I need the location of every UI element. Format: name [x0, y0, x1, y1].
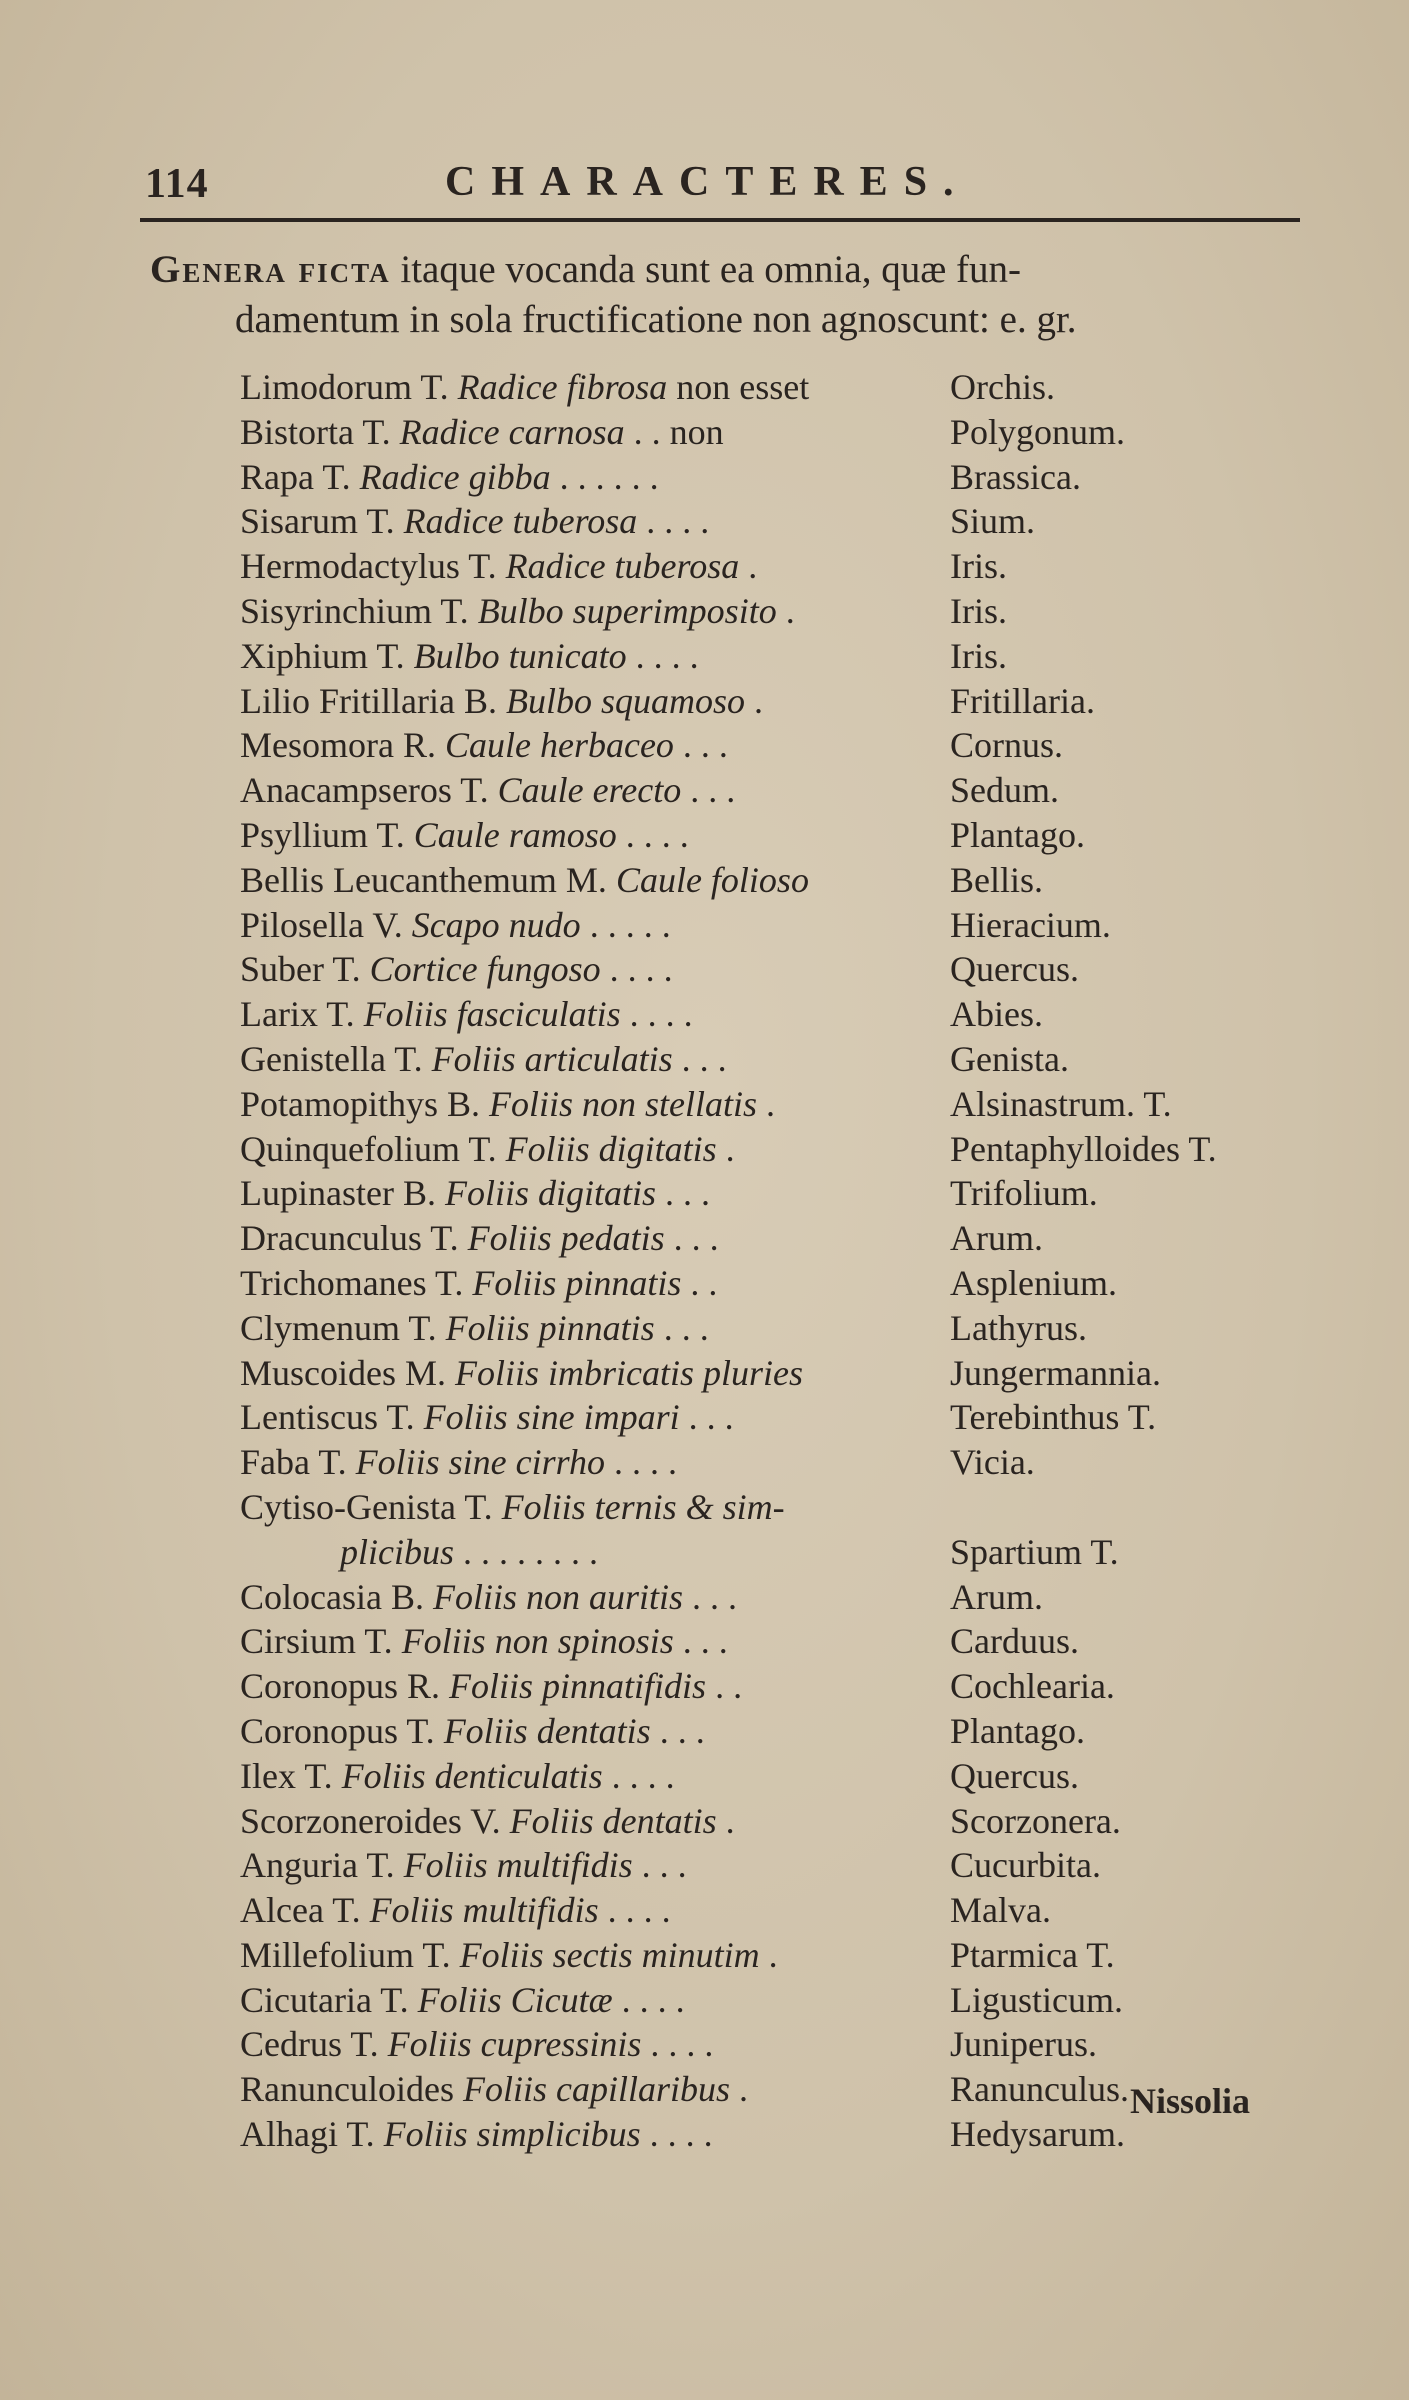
entry-description [240, 365, 809, 409]
entry-description [240, 903, 671, 947]
entry-character: Foliis sine impari [423, 1397, 680, 1438]
header-rule [140, 218, 1300, 222]
entry-leader: . . . [632, 1845, 687, 1886]
genus-entry [240, 544, 1320, 589]
entry-name: Bistorta T. [240, 411, 400, 452]
entry-description [240, 1171, 710, 1215]
entry-character: Foliis ternis & sim- [501, 1486, 785, 1527]
entry-character: Foliis cupressinis [387, 2024, 642, 2065]
entry-description [240, 1306, 709, 1350]
entry-description [240, 1485, 785, 1529]
genus-entry [240, 947, 1320, 992]
entry-description [240, 1709, 705, 1753]
entry-name: Lentiscus T. [240, 1397, 424, 1438]
entry-character: Foliis pinnatis [445, 1307, 655, 1348]
entry-leader: . [716, 1128, 735, 1169]
entry-character: Foliis Cicutæ [417, 1979, 613, 2020]
entry-name: Pilosella V. [240, 904, 412, 945]
entry-leader: . . . . . . [550, 456, 659, 497]
entry-character: Foliis dentatis [443, 1710, 651, 1751]
entry-character: Foliis pinnatifidis [449, 1666, 707, 1707]
entry-leader: . . . . [602, 1755, 675, 1796]
entry-character: Foliis pinnatis [472, 1262, 682, 1303]
entry-description [240, 813, 689, 857]
entry-name: Psyllium T. [240, 814, 414, 855]
genus-entry [240, 1619, 1320, 1664]
entry-genus: Iris. [950, 546, 1007, 587]
genus-entry [240, 1171, 1320, 1216]
entry-genus: Sedum. [950, 770, 1060, 811]
entry-description [240, 679, 763, 723]
entry-genus: Cornus. [950, 725, 1064, 766]
genus-entry [240, 813, 1320, 858]
entry-name: Potamopithys B. [240, 1083, 490, 1124]
entry-description [240, 1440, 677, 1484]
entry-genus: Hedysarum. [950, 2114, 1125, 2155]
genus-entry [240, 1709, 1320, 1754]
genus-entry [240, 1664, 1320, 1709]
entry-description [240, 1127, 735, 1171]
entry-name: Cirsium T. [240, 1621, 402, 1662]
entry-name: Lilio Fritillaria B. [240, 680, 506, 721]
entry-leader: . . . . [612, 1979, 685, 2020]
genus-entry [240, 365, 1320, 410]
entry-description [340, 1530, 598, 1574]
entry-genus: Hieracium. [950, 904, 1111, 945]
entry-genus: Plantago. [950, 1710, 1085, 1751]
genus-entry [240, 1440, 1320, 1485]
page-header [145, 150, 1295, 210]
entry-name: Ranunculoides [240, 2069, 463, 2110]
entry-name: Faba T. [240, 1442, 356, 1483]
entry-name: Ilex T. [240, 1755, 342, 1796]
entry-character: Scapo nudo [411, 904, 581, 945]
entry-character: Caule herbaceo [444, 725, 674, 766]
genus-entry [240, 1351, 1320, 1396]
genus-entry [240, 1261, 1320, 1306]
entry-character: Foliis simplicibus [383, 2114, 641, 2155]
entry-description [240, 1843, 687, 1887]
genus-entry [240, 1485, 1320, 1530]
genus-entry [240, 634, 1320, 679]
genus-entry [240, 723, 1320, 768]
entry-genus: Brassica. [950, 456, 1081, 497]
entry-description [240, 1216, 719, 1260]
running-title: CHARACTERES. [445, 159, 970, 205]
entry-description [240, 1351, 803, 1395]
entry-name: Alhagi T. [240, 2114, 384, 2155]
entry-leader: . [716, 1800, 735, 1841]
entry-genus: Pentaphylloides T. [950, 1128, 1217, 1169]
entry-character: Caule ramoso [413, 814, 617, 855]
entry-genus: Malva. [950, 1890, 1051, 1931]
entry-name: Bellis Leucanthemum M. [240, 859, 616, 900]
entry-genus: Arum. [950, 1576, 1043, 1617]
entry-character: Radice carnosa [399, 411, 625, 452]
entry-genus: Plantago. [950, 814, 1085, 855]
entry-description [240, 1799, 735, 1843]
entry-name: Limodorum T. [240, 367, 458, 407]
entry-leader: . . . . [641, 2024, 714, 2065]
entry-character: Foliis non stellatis [489, 1083, 758, 1124]
entry-character: Foliis multifidis [403, 1845, 633, 1886]
entry-leader: . [729, 2069, 748, 2110]
entry-leader: . . . [683, 1576, 738, 1617]
entry-genus: Abies. [950, 994, 1043, 1035]
entry-character: Bulbo squamoso [505, 680, 745, 721]
genus-entry [240, 1843, 1320, 1888]
entry-description [240, 589, 795, 633]
entry-genus: Ligusticum. [950, 1979, 1123, 2020]
entry-genus: Terebinthus T. [950, 1397, 1157, 1438]
entry-leader: . . [681, 1262, 718, 1303]
genus-entry [240, 499, 1320, 544]
entry-leader: . . . [679, 1397, 734, 1438]
entry-name: Colocasia B. [240, 1576, 433, 1617]
entry-description [240, 455, 659, 499]
genus-entry [240, 1978, 1320, 2023]
entry-leader: . . . [672, 1038, 727, 1079]
entry-name: Hermodactylus T. [240, 546, 506, 587]
entry-leader: . [759, 1934, 778, 1975]
entry-description [240, 768, 735, 812]
intro-line-1: itaque vocanda sunt ea omnia, quæ fun- [390, 248, 1021, 291]
entry-character: Foliis non auritis [432, 1576, 684, 1617]
entry-character: Foliis capillaribus [462, 2069, 730, 2110]
genus-entry [240, 768, 1320, 813]
entry-description [240, 634, 699, 678]
entry-name: Anacampseros T. [240, 770, 498, 811]
genus-entry [240, 1395, 1320, 1440]
entry-name: Rapa T. [240, 456, 360, 497]
page-number: 114 [145, 161, 209, 207]
entry-genus: Ptarmica T. [950, 1934, 1115, 1975]
entry-genus: Vicia. [950, 1442, 1035, 1483]
genus-entry [240, 1306, 1320, 1351]
entry-description [240, 2112, 713, 2156]
genus-entry [240, 1127, 1320, 1172]
entry-genus: Alsinastrum. T. [950, 1083, 1172, 1124]
entry-leader: . . . [654, 1307, 709, 1348]
entry-description [240, 410, 724, 454]
genus-entry [240, 1575, 1320, 1620]
entry-name: Sisyrinchium T. [240, 590, 478, 631]
entry-genus: Fritillaria. [950, 680, 1095, 721]
entry-name: Sisarum T. [240, 501, 404, 542]
entry-name: Millefolium T. [240, 1934, 460, 1975]
entry-genus: Scorzonera. [950, 1800, 1121, 1841]
entry-name: Scorzoneroides V. [240, 1800, 510, 1841]
entry-genus: Spartium T. [950, 1531, 1119, 1572]
entry-leader: . . . [673, 1621, 728, 1662]
entry-character: Foliis digitatis [505, 1128, 717, 1169]
intro-line-2: damentum in sola fructificatione non agnoscunt: e. gr. [235, 298, 1077, 341]
entry-leader: . . . . [640, 2114, 713, 2155]
entry-name: Suber T. [240, 949, 370, 990]
entry-description [240, 1082, 775, 1126]
entry-name: Lupinaster B. [240, 1173, 445, 1214]
entry-genus: Juniperus. [950, 2024, 1097, 2065]
entry-genus: Iris. [950, 590, 1007, 631]
genus-entry [240, 1754, 1320, 1799]
entry-leader: . [757, 1083, 776, 1124]
genus-entry [240, 1216, 1320, 1261]
entry-character: Cortice fungoso [369, 949, 601, 990]
entry-genus: Quercus. [950, 949, 1079, 990]
entry-leader: . . . . [605, 1442, 678, 1483]
entry-genus: Lathyrus. [950, 1307, 1087, 1348]
entry-leader: . . . . . . . . [454, 1531, 598, 1572]
entry-genus: Iris. [950, 635, 1007, 676]
genus-entry [240, 992, 1320, 1037]
entry-description [240, 1619, 728, 1663]
entry-leader: . [739, 546, 758, 587]
entry-character: Foliis pedatis [467, 1218, 665, 1259]
genus-entry [240, 589, 1320, 634]
entry-genus: Sium. [950, 501, 1036, 542]
entry-name: Clymenum T. [240, 1307, 446, 1348]
entry-genus: Genista. [950, 1038, 1069, 1079]
entry-character: Foliis non spinosis [401, 1621, 674, 1662]
entry-leader: . . . . [637, 501, 710, 542]
entry-genus: Jungermannia. [950, 1352, 1161, 1393]
entry-description [240, 1261, 717, 1305]
genus-entry [240, 679, 1320, 724]
entry-character: Caule erecto [497, 770, 682, 811]
entry-genus: Orchis. [950, 367, 1055, 407]
entry-character: Foliis articulatis [431, 1038, 673, 1079]
entry-name: Trichomanes T. [240, 1262, 473, 1303]
entry-leader: . . . . [616, 814, 689, 855]
entry-character: Foliis multifidis [369, 1890, 599, 1931]
catchword: Nissolia [1130, 2081, 1251, 2121]
entry-name: Xiphium T. [240, 635, 414, 676]
entry-name: Muscoides M. [240, 1352, 455, 1393]
entry-description [240, 1978, 685, 2022]
entry-name: Coronopus R. [240, 1666, 450, 1707]
entry-name: Alcea T. [240, 1890, 370, 1931]
entry-leader: . . . . [620, 994, 693, 1035]
entry-description [240, 1037, 727, 1081]
entry-description [240, 2022, 713, 2066]
genera-list [240, 365, 1320, 2157]
entry-description [240, 544, 757, 588]
entry-character: Radice tuberosa [403, 501, 638, 542]
entry-character: Radice fibrosa [457, 367, 668, 407]
entry-name: Cicutaria T. [240, 1979, 418, 2020]
genus-entry [240, 1037, 1320, 1082]
entry-character: Foliis dentatis [509, 1800, 717, 1841]
entry-character: Foliis imbricatis pluries [455, 1352, 804, 1393]
entry-leader: . . . [650, 1710, 705, 1751]
entry-description [240, 1888, 671, 1932]
entry-description [240, 499, 709, 543]
entry-description [240, 1395, 734, 1439]
entry-genus: Cucurbita. [950, 1845, 1101, 1886]
genus-entry [240, 2022, 1320, 2067]
entry-genus: Arum. [950, 1218, 1043, 1259]
entry-description [240, 1664, 742, 1708]
entry-character: Caule folioso [615, 859, 809, 900]
entry-name: Cytiso-Genista T. [240, 1486, 502, 1527]
entry-genus: Trifolium. [950, 1173, 1098, 1214]
entry-description [240, 2067, 748, 2111]
entry-character: plicibus [340, 1531, 454, 1572]
entry-genus: Cochlearia. [950, 1666, 1115, 1707]
entry-leader: . . . . [598, 1890, 671, 1931]
entry-character: Foliis sectis minutim [459, 1934, 760, 1975]
entry-leader: . . . [681, 770, 736, 811]
entry-genus: Asplenium. [950, 1262, 1117, 1303]
entry-name: Mesomora R. [240, 725, 445, 766]
entry-leader: . . . . [626, 635, 699, 676]
genus-entry [240, 1082, 1320, 1127]
entry-name: Genistella T. [240, 1038, 432, 1079]
entry-description [240, 1933, 778, 1977]
entry-leader: . . . . . [580, 904, 671, 945]
entry-description [240, 992, 693, 1036]
entry-name: Larix T. [240, 994, 364, 1035]
entry-name: Anguria T. [240, 1845, 404, 1886]
entry-genus: Ranunculus. [950, 2069, 1129, 2110]
entry-character: Foliis denticulatis [341, 1755, 603, 1796]
genus-entry [240, 858, 1320, 903]
entry-character: Bulbo superimposito [477, 590, 777, 631]
entry-leader: . . . [673, 725, 728, 766]
genus-entry [240, 1933, 1320, 1978]
entry-leader: . [776, 590, 795, 631]
entry-leader: . . [706, 1666, 743, 1707]
entry-description [240, 723, 728, 767]
entry-description [240, 1575, 737, 1619]
intro-lead: Genera ficta [150, 248, 391, 291]
entry-leader: . . . . [600, 949, 673, 990]
entry-description [240, 947, 673, 991]
entry-name: Quinquefolium T. [240, 1128, 506, 1169]
entry-leader: . . . [664, 1218, 719, 1259]
entry-genus: Carduus. [950, 1621, 1079, 1662]
entry-character: Foliis fasciculatis [363, 994, 621, 1035]
entry-name: Dracunculus T. [240, 1218, 468, 1259]
entry-character: Bulbo tunicato [413, 635, 627, 676]
entry-description [240, 1754, 675, 1798]
entry-genus: Bellis. [950, 859, 1044, 900]
entry-character: Foliis sine cirrho [355, 1442, 606, 1483]
genus-entry [240, 1799, 1320, 1844]
entry-name: Coronopus T. [240, 1710, 444, 1751]
entry-leader: . . . [656, 1173, 710, 1214]
entry-leader: . . non [624, 411, 724, 452]
genus-entry [240, 1888, 1320, 1933]
entry-character: Foliis digitatis [444, 1173, 656, 1214]
genus-entry [240, 410, 1320, 455]
entry-leader: non esset [667, 367, 810, 407]
entry-character: Radice gibba [359, 456, 551, 497]
entry-name: Cedrus T. [240, 2024, 388, 2065]
entry-leader: . [745, 680, 763, 721]
entry-description [240, 858, 809, 902]
genus-entry [240, 1530, 1320, 1575]
genus-entry [240, 455, 1320, 500]
entry-genus: Quercus. [950, 1755, 1079, 1796]
genus-entry [240, 903, 1320, 948]
entry-character: Radice tuberosa [505, 546, 740, 587]
entry-genus: Polygonum. [950, 411, 1126, 452]
intro-paragraph [150, 245, 1300, 345]
